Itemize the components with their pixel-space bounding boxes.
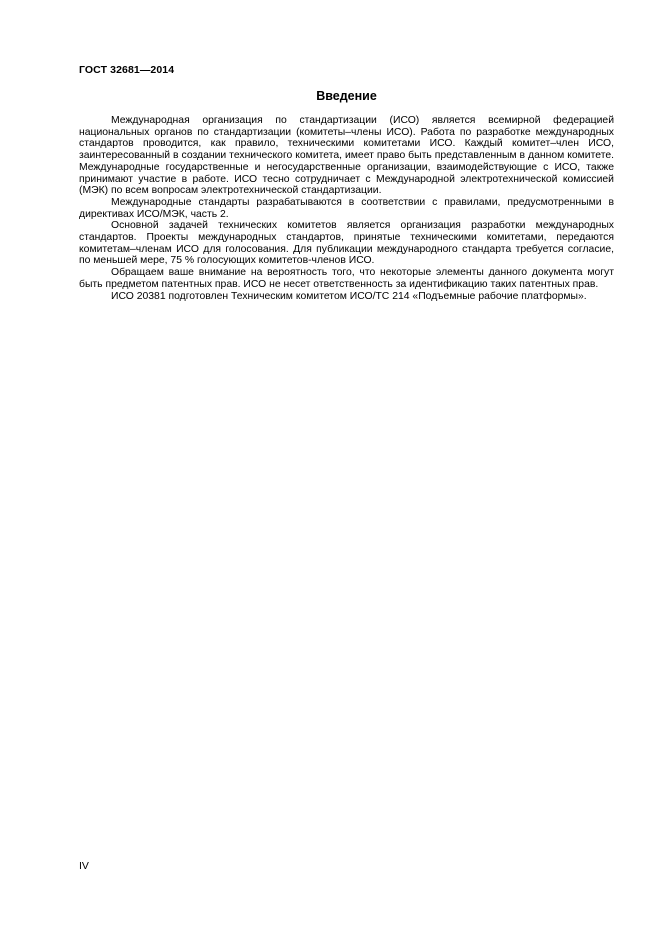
paragraph-patent-notice: Обращаем ваше внимание на вероятность того, что некоторые элементы данного документа могут быть предметом патентных прав. ИСО не несет ответственность за идентификацию таких патентных прав. bbox=[79, 267, 614, 290]
section-title: Введение bbox=[316, 89, 377, 103]
paragraph-committee-tasks: Основной задачей технических комитетов является организация разработки международных стандартов. Проекты международных стандартов, принятые техническими комитетами, передаются комитетам–членам ИСО для голосования. Для публикации международного стандарта требуется согласие, по меньшей мере, 75 % голосующих комитетов-членов ИСО. bbox=[79, 220, 614, 267]
paragraph-prepared-by: ИСО 20381 подготовлен Техническим комитетом ИСО/ТС 214 «Подъемные рабочие платформы». bbox=[111, 290, 587, 302]
page-number: IV bbox=[79, 860, 89, 872]
introduction-body bbox=[79, 115, 614, 302]
standard-code-header: ГОСТ 32681—2014 bbox=[79, 64, 175, 76]
paragraph-iso-overview: Международная организация по стандартизации (ИСО) является всемирной федерацией национальных органов по стандартизации (комитеты–члены ИСО). Работа по разработке международных стандартов проводится, как правило, техническими комитетами ИСО. Каждый комитет–член ИСО, заинтересованный в создании технического комитета, имеет право быть представленным в данном комитете. Международные государственные и негосударственные организации, взаимодействующие с ИСО, также принимают участие в работе. ИСО тесно сотрудничает с Международной электротехнической комиссией (МЭК) по всем вопросам электротехнической стандартизации. bbox=[79, 115, 614, 197]
paragraph-directives: Международные стандарты разрабатываются в соответствии с правилами, предусмотренными в директивах ИСО/МЭК, часть 2. bbox=[79, 196, 614, 220]
